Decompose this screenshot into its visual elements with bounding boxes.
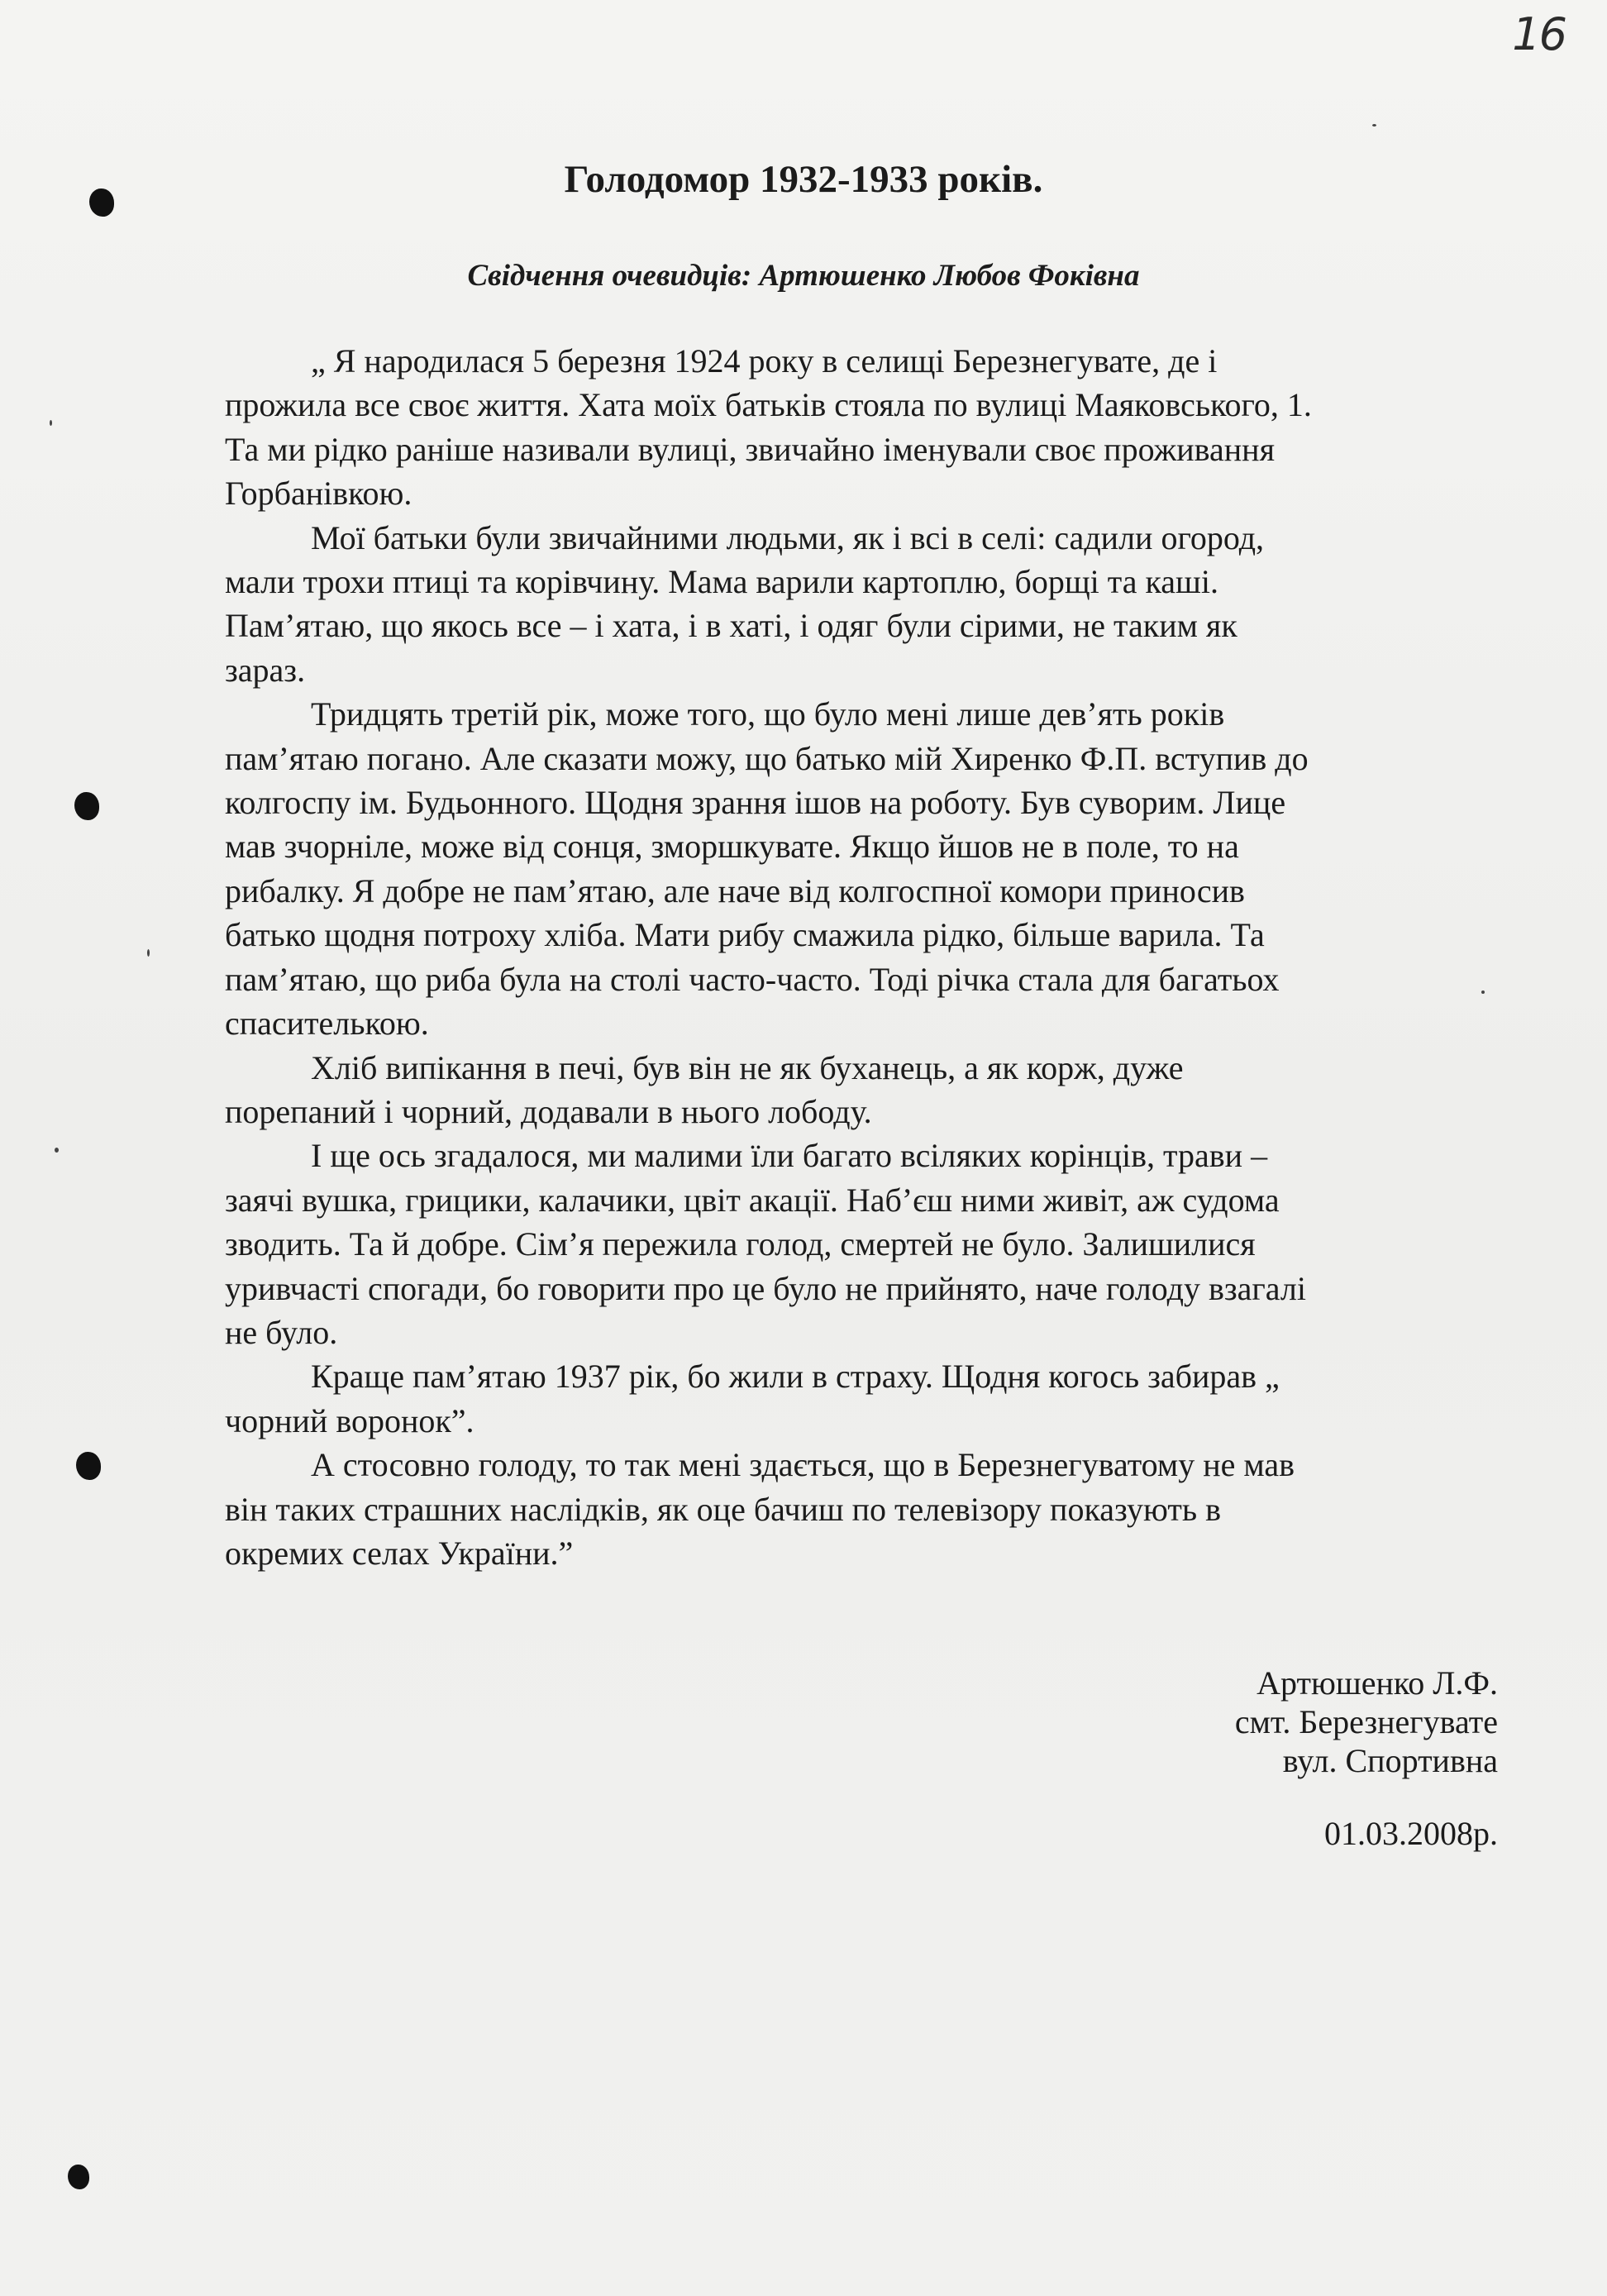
punch-hole xyxy=(74,792,99,820)
text-line: „ Я народилася 5 березня 1924 року в селищі Березнегувате, де і xyxy=(311,342,1218,379)
text-line: чорний воронок”. xyxy=(225,1401,474,1439)
document-subtitle: Свідчення очевидців: Артюшенко Любов Фоківна xyxy=(467,259,1140,293)
text-line: Та ми рідко раніше називали вулиці, звичайно іменували своє проживання xyxy=(225,430,1275,468)
text-line: Пам’ятаю, що якось все – і хата, і в хаті, і одяг були сірими, не таким як xyxy=(225,607,1237,645)
text-line: Горбанівкою. xyxy=(225,475,412,513)
text-line: Краще пам’ятаю 1937 рік, бо жили в страху. Щодня когось забирав „ xyxy=(311,1358,1280,1396)
signature-street: вул. Спортивна xyxy=(1282,1742,1498,1779)
text-line: зводить. Та й добре. Сім’я пережила голод, смертей не було. Залишилися xyxy=(225,1225,1256,1263)
paragraph xyxy=(225,1354,1514,1443)
scan-speck xyxy=(50,420,52,426)
text-line: Тридцять третій рік, може того, що було мені лише дев’ять років xyxy=(311,695,1225,733)
text-line: порепаний і чорний, додавали в нього лободу. xyxy=(225,1092,872,1130)
text-line: А стосовно голоду, то так мені здається, що в Березнегуватому не мав xyxy=(311,1446,1295,1484)
text-line: він таких страшних наслідків, як оце бачиш по телевізору показують в xyxy=(225,1490,1221,1528)
text-line: батько щодня потроху хліба. Мати рибу смажила рідко, більше варила. Та xyxy=(225,916,1265,954)
paragraph xyxy=(225,1443,1514,1575)
paragraph xyxy=(225,692,1514,1045)
text-line: прожила все своє життя. Хата моїх батьків стояла по вулиці Маяковського, 1. xyxy=(225,386,1312,424)
text-line: заячі вушка, грицики, калачики, цвіт акації. Наб’єш ними живіт, аж судома xyxy=(225,1181,1280,1219)
text-line: не було. xyxy=(225,1313,338,1351)
text-line: зараз. xyxy=(225,651,306,689)
signature-settlement: смт. Березнегувате xyxy=(1234,1703,1498,1740)
scan-speck xyxy=(55,1148,59,1153)
text-line: колгоспу ім. Будьонного. Щодня зрання ішов на роботу. Був суворим. Лице xyxy=(225,784,1286,822)
signature-name: Артюшенко Л.Ф. xyxy=(1257,1664,1498,1702)
testimony-body xyxy=(225,339,1514,1575)
text-line: рибалку. Я добре не пам’ятаю, але наче від колгоспної комори приносив xyxy=(225,871,1245,909)
text-line: пам’ятаю, що риба була на столі часто-часто. Тоді річка стала для багатьох xyxy=(225,960,1280,998)
punch-hole xyxy=(68,2165,89,2189)
scan-speck xyxy=(147,949,150,957)
paragraph xyxy=(225,516,1514,693)
paragraph xyxy=(225,1046,1514,1134)
signature-date: 01.03.2008р. xyxy=(1324,1815,1498,1852)
scan-speck xyxy=(1372,124,1376,126)
text-line: спасителькою. xyxy=(225,1005,429,1043)
signature-block xyxy=(1235,1664,1498,1853)
text-line: пам’ятаю погано. Але сказати можу, що батько мій Хиренко Ф.П. вступив до xyxy=(225,739,1309,777)
text-line: окремих селах України.” xyxy=(225,1534,574,1572)
text-line: Хліб випікання в печі, був він не як буханець, а як корж, дуже xyxy=(311,1048,1184,1086)
page-number: 16 xyxy=(1512,8,1566,60)
text-line: мав зчорніле, може від сонця, зморшкувате. Якщо йшов не в поле, то на xyxy=(225,828,1239,866)
text-line: уривчасті спогади, бо говорити про це було не прийнято, наче голоду взагалі xyxy=(225,1269,1306,1307)
text-line: мали трохи птиці та корівчину. Мама варили картоплю, борщі та каші. xyxy=(225,563,1218,601)
paragraph xyxy=(225,339,1514,516)
text-line: Мої батьки були звичайними людьми, як і всі в селі: садили огород, xyxy=(311,518,1265,556)
text-line: І ще ось згадалося, ми малими їли багато всіляких корінців, трави – xyxy=(311,1137,1268,1175)
paragraph xyxy=(225,1134,1514,1354)
document-title: Голодомор 1932-1933 років. xyxy=(564,158,1043,201)
punch-hole xyxy=(76,1452,101,1480)
